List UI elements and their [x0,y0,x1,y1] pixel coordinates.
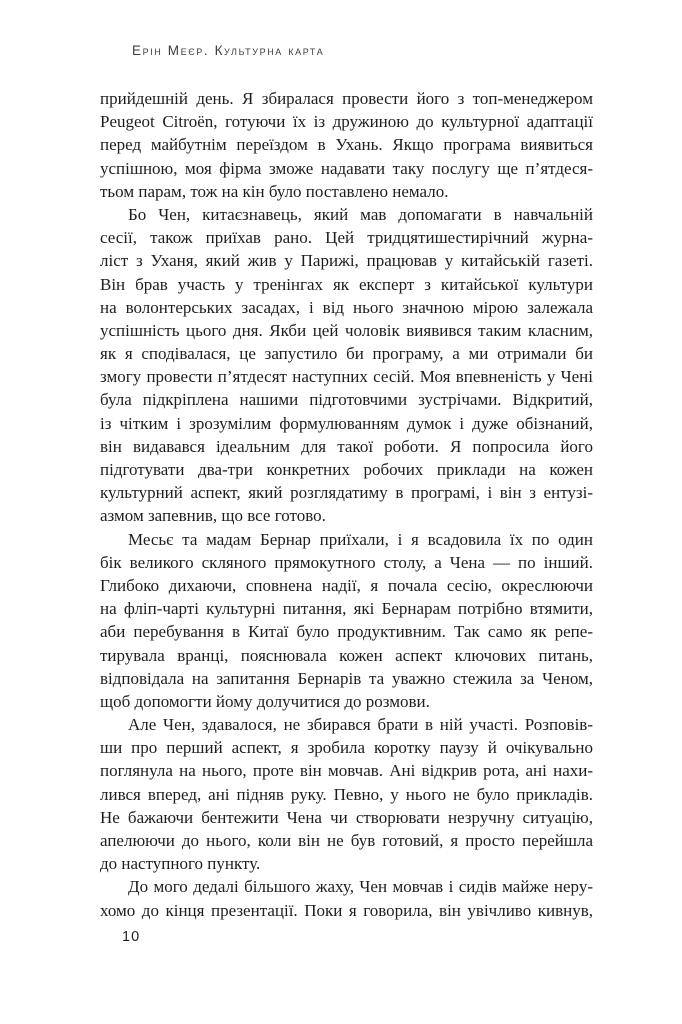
running-header: Ерін Меєр. Культурна карта [132,43,325,58]
text-line: сесії, також приїхав рано. Цей тридцятишестирічний журна- [100,228,593,248]
text-line: Він брав участь у тренінгах як експерт з китайської культури [100,274,593,294]
text-line: лився вперед, ані підняв руку. Певно, у нього не було прикладів. [100,784,593,804]
text-line: аби перебування в Китаї було продуктивним. Так само як репе- [100,622,593,642]
text-line: Не бажаючи бентежити Чена чи створювати незручну ситуацію, [100,807,593,827]
text-line: із чітким і зрозумілим формулюванням думок і дуже обізнаний, [100,413,593,433]
text-line: До мого дедалі більшого жаху, Чен мовчав і сидів майже неру- [128,877,593,897]
text-line: на фліп-чарті культурні питання, які Бернарам потрібно втямити, [100,599,593,619]
text-line: культурний аспект, який розглядатиму в програмі, і він з ентузі- [100,483,593,503]
text-line: тирувала вранці, пояснювала кожен аспект ключових питань, [100,645,593,665]
text-line: тьом парам, тож на кін було поставлено немало. [100,181,449,201]
text-line: Бо Чен, китаєзнавець, який мав допомагати в навчальній [128,204,593,224]
text-line: апелюючи до нього, коли він не був готовий, я просто перейшла [100,831,593,850]
text-line: була підкріплена нашими підготовчими зустрічами. Відкритий, [100,390,593,410]
page-number: 10 [122,929,141,945]
text-line: ши про перший аспект, я зробила коротку паузу й очікувально [100,738,593,758]
text-line: поглянула на нього, проте він мовчав. Ані відкрив рота, ані нахи- [100,761,593,781]
text-line: відповідала на запитання Бернарів та уважно стежила за Ченом, [100,668,593,688]
text-line: підготувати два-три конкретних робочих приклади на кожен [100,460,593,479]
text-line: як я сподівалася, це запустило би програму, а ми отримали би [100,344,593,364]
text-line: Peugeot Citroën, готуючи їх із дружиною до культурної адаптації [100,112,593,132]
text-line: прийдешній день. Я збиралася провести його з топ-менеджером [100,89,593,108]
text-line: успішною, моя фірма зможе надавати таку послугу ще п’ятдеся- [100,158,593,178]
text-line: Глибоко дихаючи, сповнена надії, я почала сесію, окреслюючи [100,575,593,595]
text-line: ліст з Уханя, який жив у Парижі, працював у китайській газеті. [100,251,593,271]
body-text [100,87,593,922]
text-line: хомо до кінця презентації. Поки я говорила, він увічливо кивнув, [100,900,593,920]
text-line: азмом запевнив, що все готово. [100,506,326,526]
text-line: успішність цього дня. Якби цей чоловік виявився таким класним, [100,320,593,340]
text-line: перед майбутнім переїздом в Ухань. Якщо програма виявиться [100,135,593,155]
text-line: бік великого скляного прямокутного столу, а Чена — по інший. [100,552,593,572]
text-line: на волонтерських засадах, і від нього значною мірою залежала [100,297,593,317]
text-line: він видавався ідеальним для такої роботи. Я попросила його [100,436,593,456]
text-line: Але Чен, здавалося, не збирався брати в ній участі. Розповів- [128,715,593,735]
text-line: Месьє та мадам Бернар приїхали, і я всадовила їх по один [128,529,593,549]
text-line: до наступного пункту. [100,854,261,874]
text-line: щоб допомогти йому долучитися до розмови. [100,691,430,711]
text-line: змогу провести п’ятдесят наступних сесій. Моя впевненість у Чені [100,367,593,387]
